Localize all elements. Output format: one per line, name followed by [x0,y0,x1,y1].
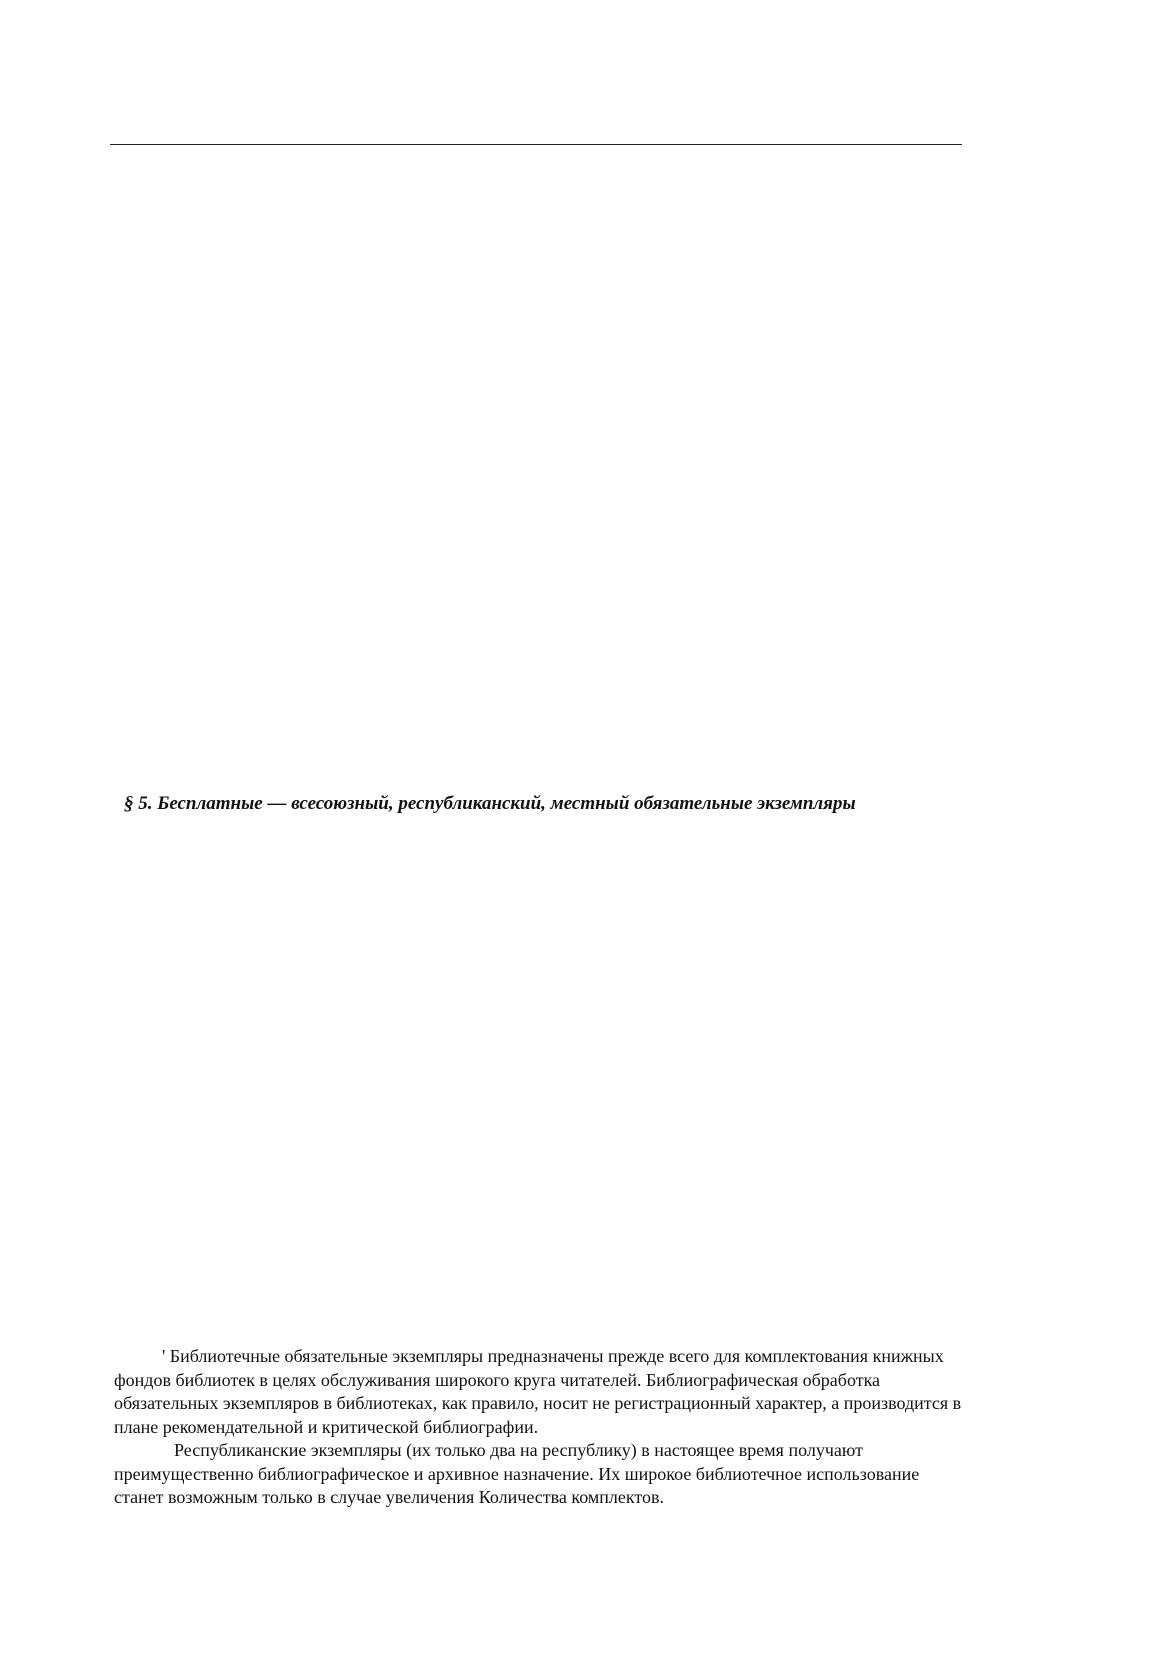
note-paragraph-2: Республиканские экземпляры (их только два на республику) в настоящее время получают преимущественно библиографическое и архивное назначение. Их широкое библиотечное использование станет возможным только в случае увеличения Количества комплектов. [114,1440,920,1507]
header-rule [110,144,962,145]
note-paragraph-1: ' Библиотечные обязательные экземпляры предназначены прежде всего для комплектования книжных фондов библиотек в целях обслуживания широкого круга читателей. Библиографическая обработка обязательных экземпляров в библиотеках, как правило, носит не регистрационный характер, а производится в плане рекомендательной и критической библиографии. [114,1346,962,1437]
section-heading: § 5. Бесплатные — всесоюзный, республиканский, местный обязательные экземпляры [124,793,856,814]
notes-block [114,1345,964,1510]
